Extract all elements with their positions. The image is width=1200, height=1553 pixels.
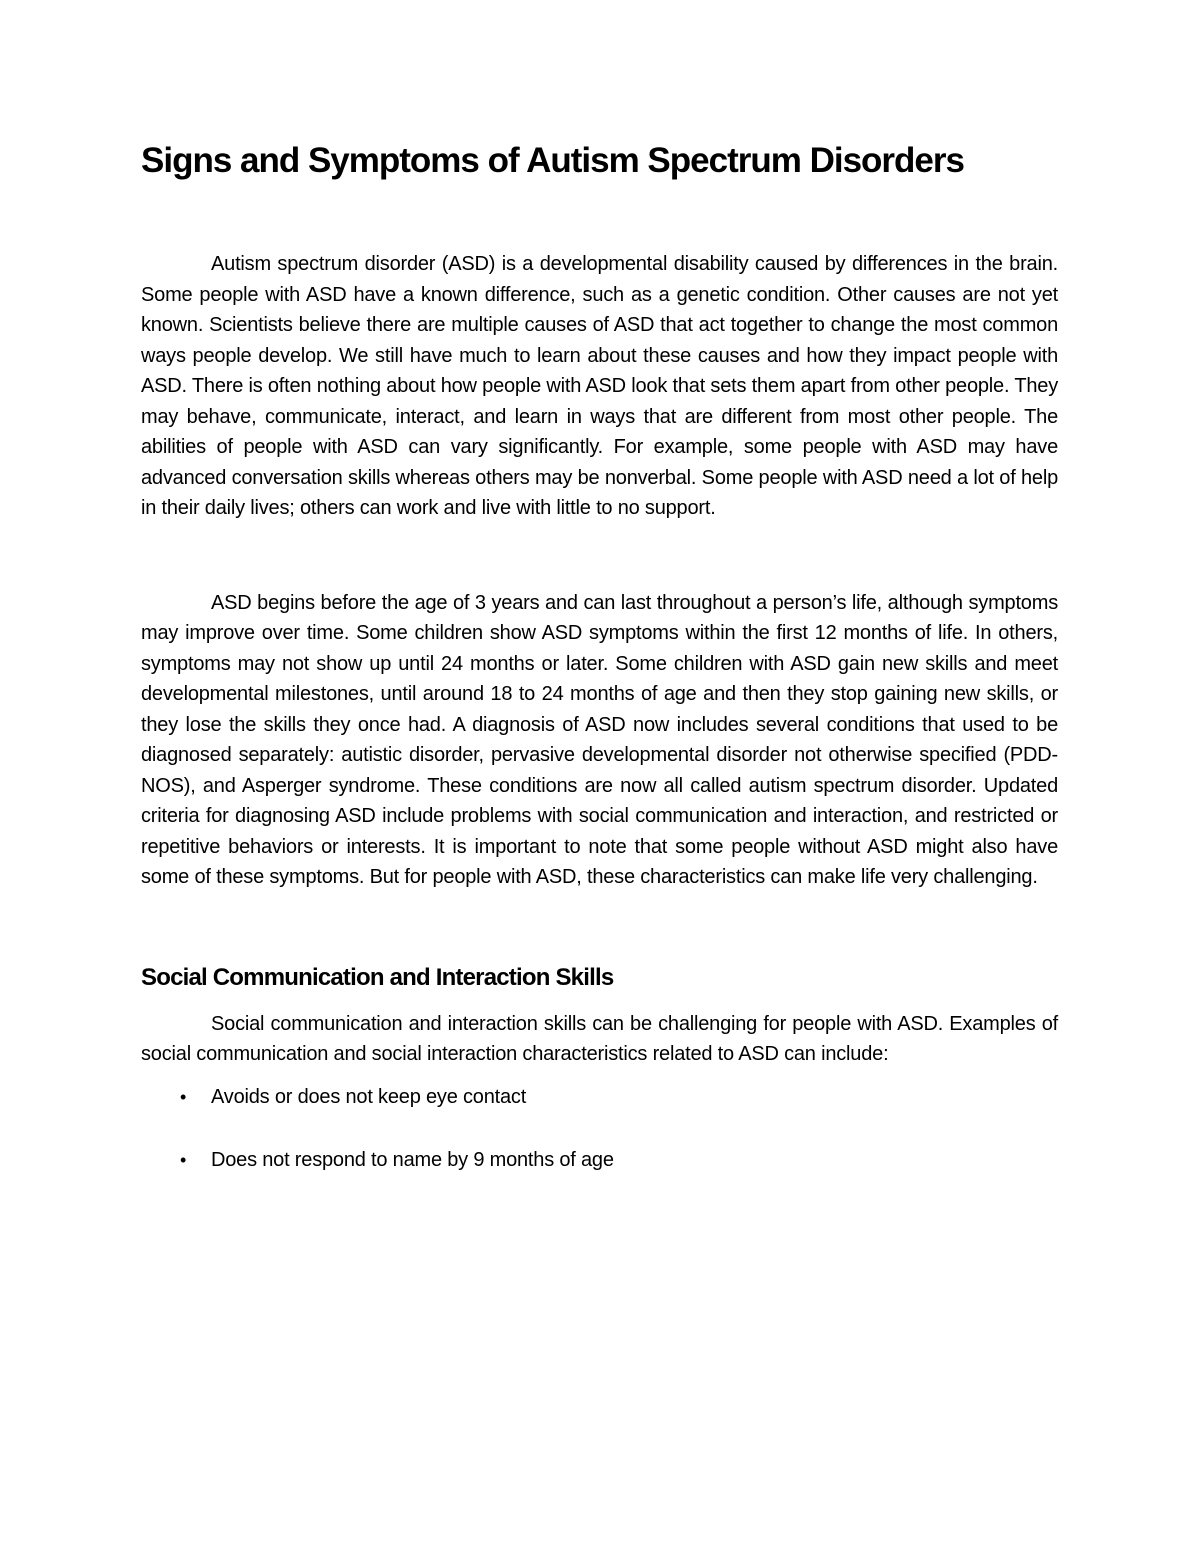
paragraph-overview: Autism spectrum disorder (ASD) is a developmental disability caused by differences in the brain. Some people with ASD have a known difference, such as a genetic condition. Other causes are not yet known. Scientists believe there are multiple causes of ASD that act together to change the most common ways people develop. We still have much to learn about these causes and how they impact people with ASD. There is often nothing about how people with ASD look that sets them apart from other people. They may behave, communicate, interact, and learn in ways that are different from most other people. The abilities of people with ASD can vary significantly. For example, some people with ASD may have advanced conversation skills whereas others may be nonverbal. Some people with ASD need a lot of help in their daily lives; others can work and live with little to no support. bbox=[141, 253, 1058, 519]
bullet-icon: • bbox=[180, 1086, 187, 1107]
list-item bbox=[180, 1145, 1058, 1176]
page-title: Signs and Symptoms of Autism Spectrum Disorders bbox=[141, 141, 964, 180]
bullet-icon: • bbox=[180, 1150, 187, 1170]
bullet-list bbox=[141, 1082, 1058, 1176]
list-item-text: Avoids or does not keep eye contact bbox=[211, 1085, 527, 1108]
list-item-text: Does not respond to name by 9 months of age bbox=[211, 1149, 614, 1171]
section-heading-social-communication: Social Communication and Interaction Skills bbox=[141, 963, 614, 991]
section-intro-paragraph: Social communication and interaction skills can be challenging for people with ASD. Examples of social communication and social interaction characteristics related to ASD can include: bbox=[141, 1012, 1058, 1065]
paragraph-onset-diagnosis: ASD begins before the age of 3 years and can last throughout a person’s life, although symptoms may improve over time. Some children show ASD symptoms within the first 12 months of life. In others, symptoms may not show up until 24 months or later. Some children with ASD gain new skills and meet developmental milestones, until around 18 to 24 months of age and then they stop gaining new skills, or they lose the skills they once had. A diagnosis of ASD now includes several conditions that used to be diagnosed separately: autistic disorder, pervasive developmental disorder not otherwise specified (PDD-NOS), and Asperger syndrome. These conditions are now all called autism spectrum disorder. Updated criteria for diagnosing ASD include problems with social communication and interaction, and restricted or repetitive behaviors or interests. It is important to note that some people without ASD might also have some of these symptoms. But for people with ASD, these characteristics can make life very challenging. bbox=[141, 591, 1058, 888]
document-content bbox=[141, 139, 1058, 1209]
list-item bbox=[180, 1082, 1058, 1113]
